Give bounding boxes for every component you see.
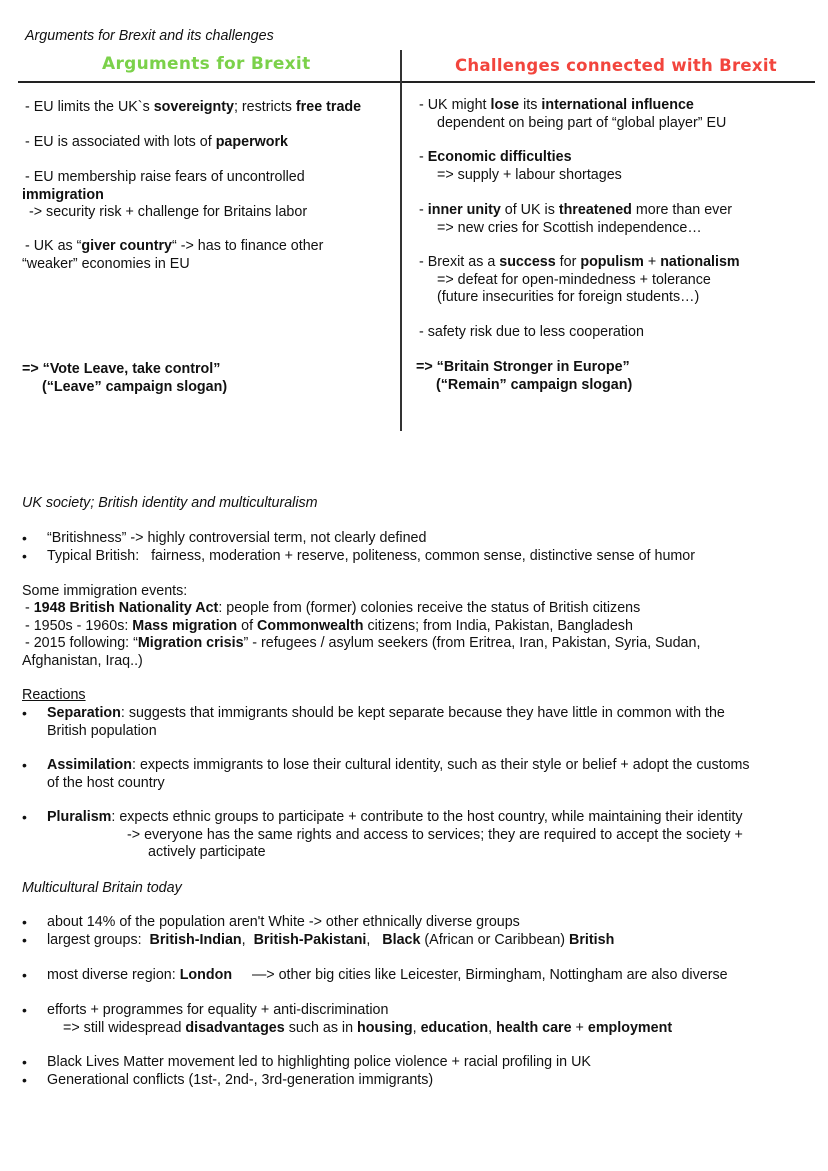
bullet-icon: • — [22, 1072, 27, 1088]
challenge-international-influence: - UK might lose its international influence dependent on being part of “global player” EU — [419, 97, 727, 131]
section-heading-multicultural: Multicultural Britain today — [22, 880, 182, 896]
immigration-event-1950s: - 1950s - 1960s: Mass migration of Commonwealth citizens; from India, Pakistan, Bangladesh — [25, 618, 633, 634]
bullet-icon: • — [22, 809, 27, 825]
bullet-icon: • — [22, 932, 27, 948]
bullet-icon: • — [22, 548, 27, 564]
remain-slogan: => “Britain Stronger in Europe” (“Remain” campaign slogan) — [416, 359, 633, 393]
generational-point: Generational conflicts (1st-, 2nd-, 3rd-generation immigrants) — [47, 1072, 434, 1088]
bullet-icon: • — [22, 530, 27, 546]
reaction-separation: Separation: suggests that immigrants should be kept separate because they have little in common with the British population — [47, 705, 725, 739]
challenge-populism: - Brexit as a success for populism + nationalism => defeat for open-mindedness + tolerance (future insecurities for foreign students…) — [419, 254, 740, 305]
page-title: Arguments for Brexit and its challenges — [25, 28, 274, 44]
bullet-icon: • — [22, 757, 27, 773]
table-divider-horizontal — [18, 81, 815, 83]
argument-immigration: - EU membership raise fears of uncontrolled immigration -> security risk + challenge for Britains labor — [22, 169, 308, 220]
immigration-events-heading: Some immigration events: — [22, 583, 188, 599]
bullet-icon: • — [22, 1054, 27, 1070]
immigration-event-2015: - 2015 following: “Migration crisis” - refugees / asylum seekers (from Eritrea, Iran, Pakistan, Syria, Sudan, Afghanistan, Iraq..) — [22, 635, 701, 669]
population-point: about 14% of the population aren't White -> other ethnically diverse groups — [47, 914, 520, 930]
reactions-heading: Reactions — [22, 687, 86, 703]
section-heading-uk-society: UK society; British identity and multiculturalism — [22, 495, 318, 511]
reaction-assimilation: Assimilation: expects immigrants to lose their cultural identity, such as their style or belief + adopt the customs of the host country — [47, 757, 750, 791]
britishness-point: “Britishness” -> highly controversial term, not clearly defined — [47, 530, 427, 546]
bullet-icon: • — [22, 914, 27, 930]
typical-british-point: Typical British: fairness, moderation + reserve, politeness, common sense, distinctive sense of humor — [47, 548, 696, 564]
argument-sovereignty: - EU limits the UK`s sovereignty; restricts free trade — [25, 99, 362, 115]
argument-giver-country: - UK as “giver country“ -> has to finance other “weaker” economies in EU — [22, 238, 324, 272]
bullet-icon: • — [22, 1002, 27, 1018]
diverse-region-point: most diverse region: London —> other big cities like Leicester, Birmingham, Nottingham are also diverse — [47, 967, 728, 983]
argument-paperwork: - EU is associated with lots of paperwork — [25, 134, 289, 150]
column-heading-challenges: Challenges connected with Brexit — [455, 56, 777, 75]
largest-groups-point: largest groups: British-Indian, British-Pakistani, Black (African or Caribbean) British — [47, 932, 615, 948]
challenge-inner-unity: - inner unity of UK is threatened more than ever => new cries for Scottish independence… — [419, 202, 733, 236]
bullet-icon: • — [22, 705, 27, 721]
challenge-safety: - safety risk due to less cooperation — [419, 324, 644, 340]
challenge-economic: - Economic difficulties => supply + labour shortages — [419, 149, 622, 183]
table-divider-vertical — [400, 50, 402, 431]
leave-slogan: => “Vote Leave, take control” (“Leave” campaign slogan) — [22, 361, 228, 395]
equality-efforts-point: efforts + programmes for equality + anti-discrimination => still widespread disadvantages such as in housing, education, health care + employment — [47, 1002, 673, 1036]
column-heading-arguments: Arguments for Brexit — [102, 54, 311, 74]
blm-point: Black Lives Matter movement led to highlighting police violence + racial profiling in UK — [47, 1054, 591, 1070]
reaction-pluralism: Pluralism: expects ethnic groups to participate + contribute to the host country, while maintaining their identity -> everyone has the same rights and access to services; they are required to accept the society + actively participate — [47, 809, 743, 860]
immigration-event-1948: - 1948 British Nationality Act: people from (former) colonies receive the status of British citizens — [25, 600, 641, 616]
bullet-icon: • — [22, 967, 27, 983]
